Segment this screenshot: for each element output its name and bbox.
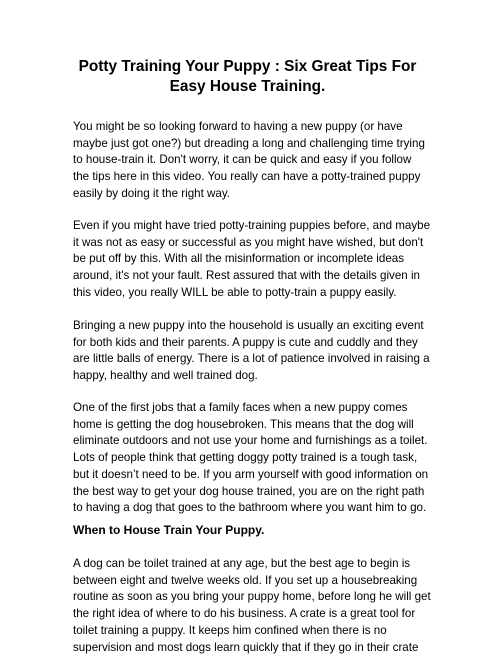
text-line: You might be so looking forward to having a new puppy (or have — [73, 120, 403, 133]
document-title — [60, 57, 435, 96]
text-line: Bringing a new puppy into the household is usually an exciting event — [73, 319, 424, 332]
text-line: eliminate outdoors and not use your home and furnishings as a toilet. — [73, 434, 428, 448]
paragraph-previous-attempts — [73, 218, 433, 302]
text-line: toilet training a puppy. It keeps him confined when there is no — [73, 623, 387, 637]
text-line: maybe just got one?) but dreading a long and challenging time trying — [73, 136, 425, 150]
title-line: Easy House Training. — [169, 77, 326, 95]
text-line: to house-train it. Don't worry, it can be quick and easy if you follow — [73, 153, 412, 167]
text-line: supervision and most dogs learn quickly that if they go in their crate — [73, 640, 419, 654]
text-line: Even if you might have tried potty-training puppies before, and maybe — [73, 219, 431, 232]
text-line: but it doesn’t need to be. If you arm yourself with good information on — [73, 467, 429, 481]
paragraph-housebroken — [73, 400, 433, 517]
text-line: for both kids and their parents. A puppy is cute and cuddly and they — [73, 335, 418, 349]
paragraph-when-to-train — [73, 556, 433, 656]
text-line: the best way to get your dog house trained, you are on the right path — [73, 484, 425, 498]
section-heading: When to House Train Your Puppy. — [73, 523, 265, 537]
text-line: between eight and twelve weeks old. If you set up a housebreaking — [73, 573, 418, 587]
text-line: the right idea of where to do his business. A crate is a great tool for — [73, 607, 416, 621]
text-line: around, it's not your fault. Rest assured that with the details given in — [73, 269, 420, 283]
text-line: routine as soon as you bring your puppy home, before long he will get — [73, 590, 431, 604]
text-line: easily by doing it the right way. — [73, 186, 231, 200]
text-line: are little balls of energy. There is a lot of patience involved in raising a — [73, 352, 430, 366]
text-line: One of the first jobs that a family faces when a new puppy comes — [73, 401, 408, 414]
text-line: be put off by this. With all the misinformation or incomplete ideas — [73, 252, 405, 266]
paragraph-new-puppy — [73, 318, 433, 385]
text-line: to having a dog that goes to the bathroom where you want him to go. — [73, 501, 427, 515]
title-line: Potty Training Your Puppy : Six Great Tips For — [78, 58, 417, 75]
text-line: Lots of people think that getting doggy potty trained is a tough task, — [73, 451, 418, 465]
text-line: it was not as easy or successful as you might have wished, but don't — [73, 235, 424, 249]
text-line: happy, healthy and well trained dog. — [73, 369, 258, 383]
text-line: A dog can be toilet trained at any age, but the best age to begin is — [73, 557, 411, 570]
text-line: home is getting the dog housebroken. This means that the dog will — [73, 417, 414, 431]
text-line: the tips here in this video. You really can have a potty-trained puppy — [73, 170, 421, 184]
paragraph-intro — [73, 119, 433, 203]
text-line: this video, you really WILL be able to potty-train a puppy easily. — [73, 285, 397, 299]
